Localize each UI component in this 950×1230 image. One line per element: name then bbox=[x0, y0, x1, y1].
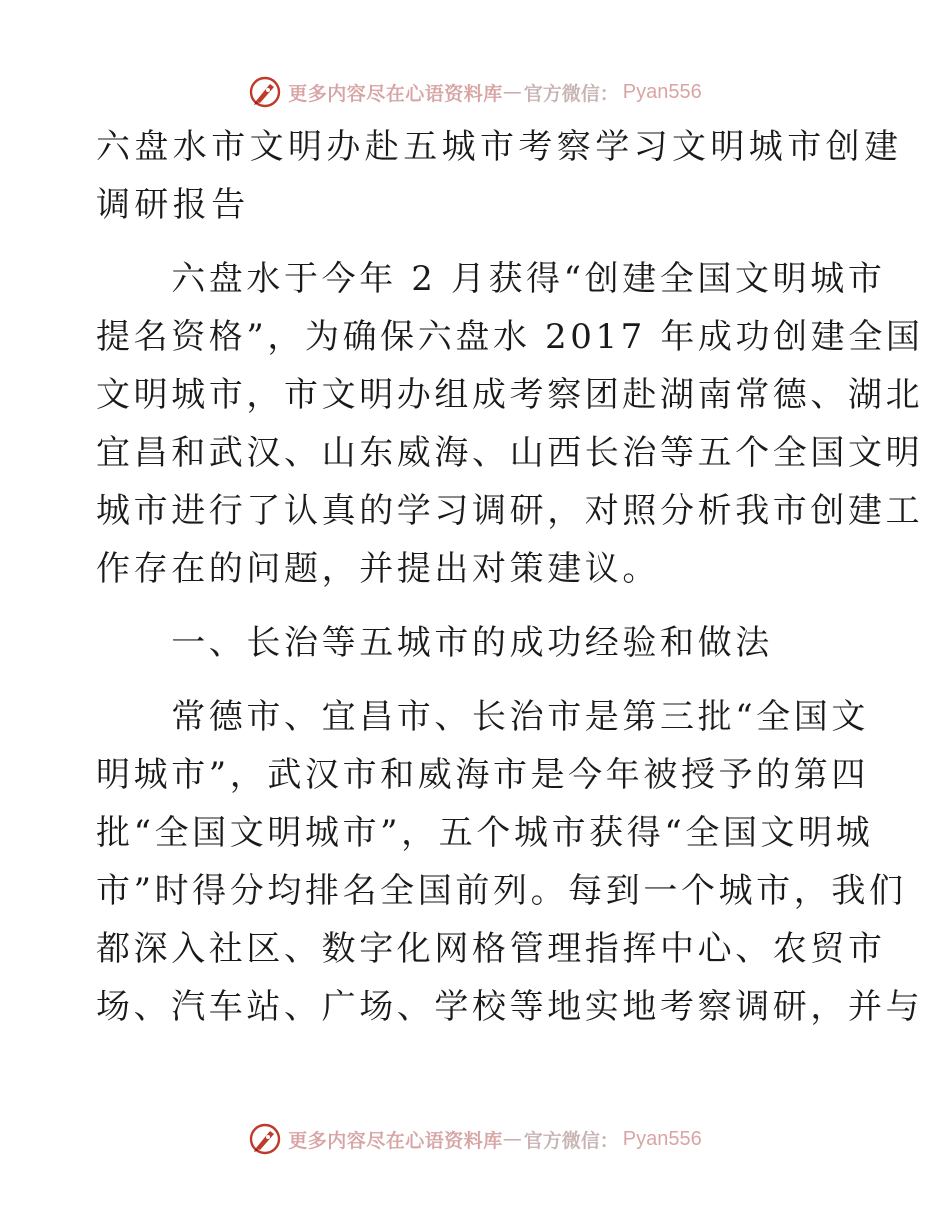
text-line: 常德市、宜昌市、长治市是第三批“全国文 bbox=[96, 697, 869, 737]
text-line: 都深入社区、数字化网格管理指挥中心、农贸市 bbox=[96, 929, 886, 969]
text-line: 市”时得分均排名全国前列。每到一个城市，我们 bbox=[96, 871, 907, 911]
paragraph-intro bbox=[96, 250, 924, 598]
header-banner bbox=[0, 70, 950, 114]
banner-wechat-label: 官方微信： bbox=[523, 1129, 619, 1152]
text-line: 作存在的问题，并提出对策建议。 bbox=[96, 549, 660, 589]
banner-wechat-label: 官方微信： bbox=[523, 82, 619, 105]
footer-banner bbox=[0, 1117, 950, 1161]
text-line: 城市进行了认真的学习调研，对照分析我市创建工 bbox=[96, 491, 924, 531]
banner-separator: — bbox=[502, 1128, 522, 1150]
banner-wechat-id: Pyan556 bbox=[622, 80, 702, 103]
text-line: 文明城市，市文明办组成考察团赴湖南常德、湖北 bbox=[96, 375, 924, 415]
text-line: 批“全国文明城市”，五个城市获得“全国文明城 bbox=[96, 813, 874, 853]
text-line: 宜昌和武汉、山东威海、山西长治等五个全国文明 bbox=[96, 433, 924, 473]
banner-text: 更多内容尽在心语资料库 bbox=[288, 82, 503, 105]
document-title bbox=[96, 118, 903, 234]
text-line: 明城市”，武汉市和威海市是今年被授予的第四 bbox=[96, 755, 869, 795]
text-line: 提名资格”，为确保六盘水 2017 年成功创建全国 bbox=[96, 317, 924, 357]
banner-separator: — bbox=[502, 81, 522, 103]
banner-text: 更多内容尽在心语资料库 bbox=[288, 1129, 503, 1152]
text-line: 六盘水于今年 2 月获得“创建全国文明城市 bbox=[96, 259, 886, 299]
document-body bbox=[96, 118, 924, 1036]
pen-logo-icon bbox=[248, 1122, 282, 1156]
title-line: 六盘水市文明办赴五城市考察学习文明城市创建 bbox=[96, 127, 903, 167]
paragraph-experience bbox=[96, 688, 924, 1036]
title-line: 调研报告 bbox=[96, 185, 250, 225]
text-line: 场、汽车站、广场、学校等地实地考察调研，并与 bbox=[96, 987, 924, 1027]
section-heading: 一、长治等五城市的成功经验和做法 bbox=[96, 623, 773, 663]
pen-logo-icon bbox=[248, 75, 282, 109]
banner-wechat-id: Pyan556 bbox=[622, 1127, 702, 1150]
